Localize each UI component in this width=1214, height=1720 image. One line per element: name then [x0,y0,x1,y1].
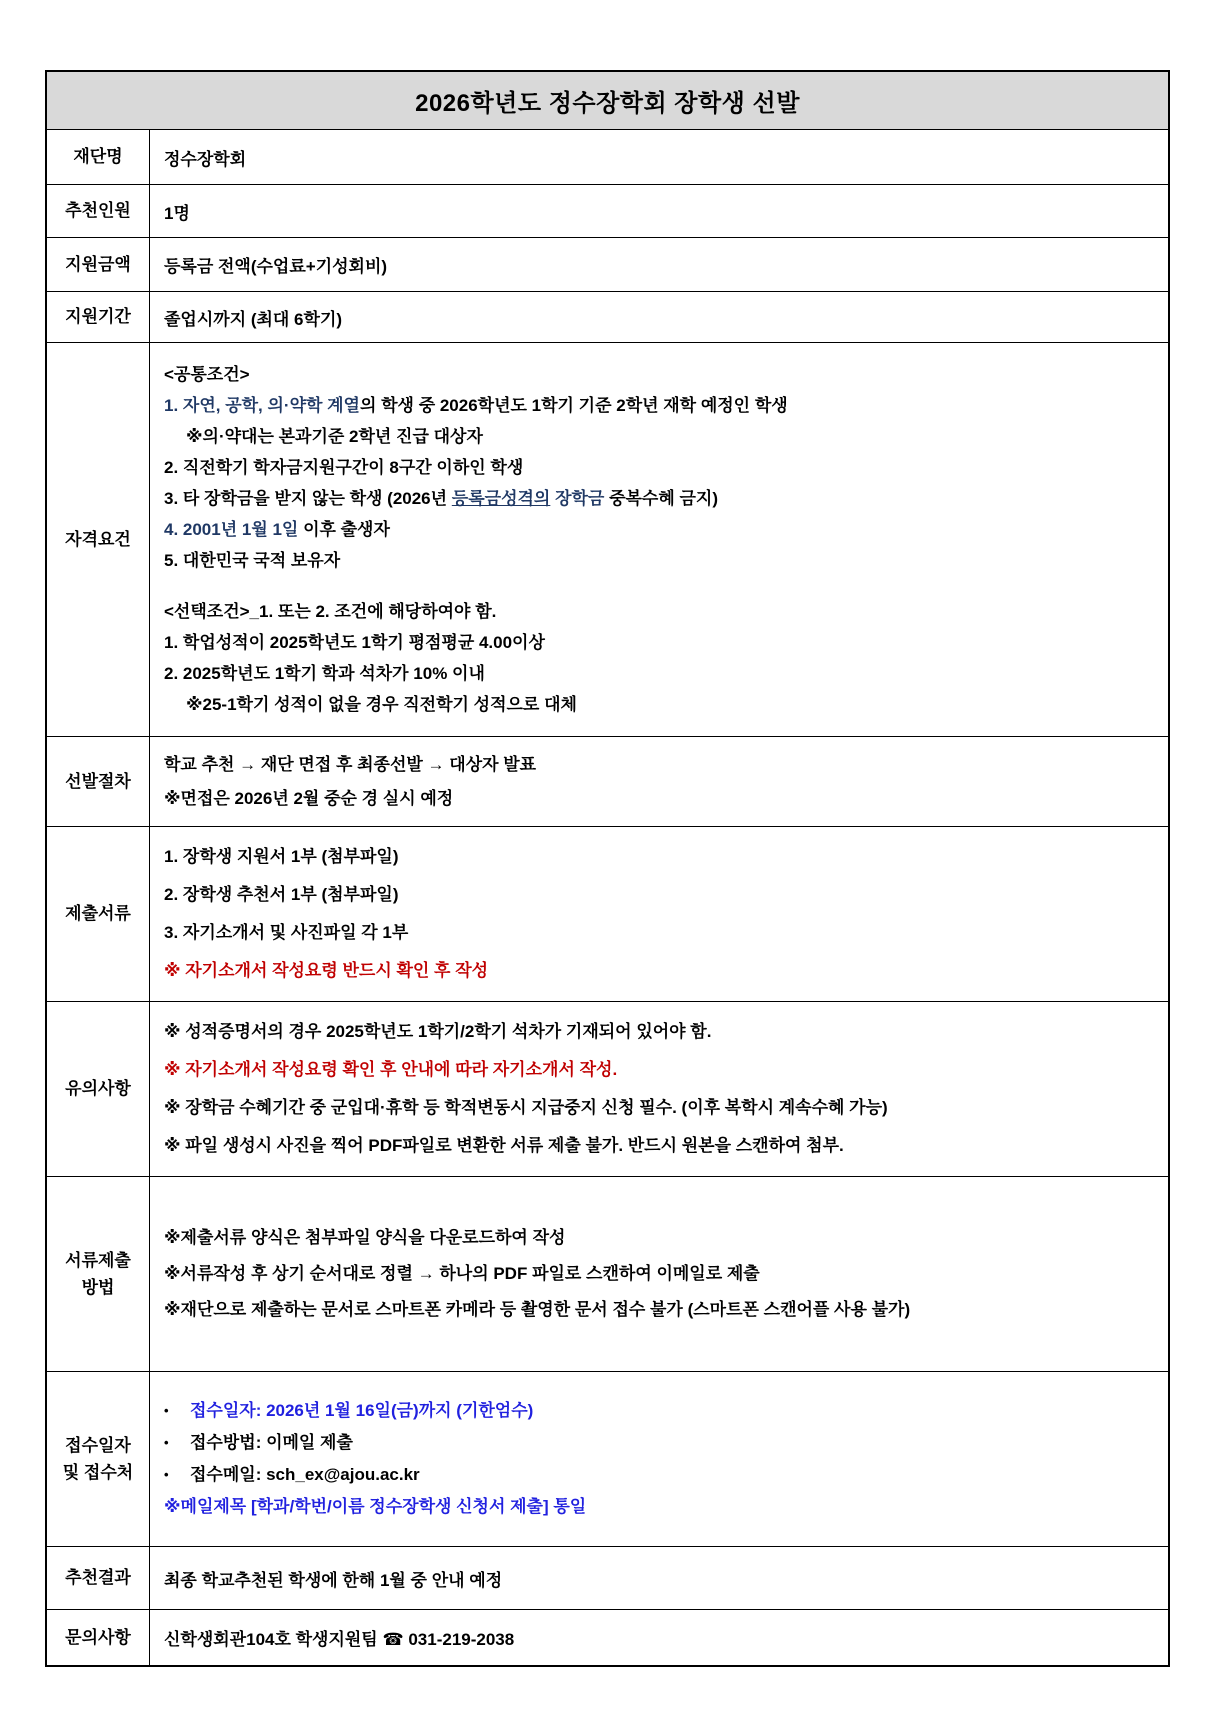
qual-common-3-highlight: 장학금 [550,489,605,508]
method-line-1: ※제출서류 양식은 첨부파일 양식을 다운로드하여 작성 [164,1228,566,1247]
page-title: 2026학년도 정수장학회 장학생 선발 [415,90,800,117]
notes-line-3: ※ 장학금 수혜기간 중 군입대·휴학 등 학적변동시 지급중지 신청 필수. (이후 복학시 계속수혜 가능) [164,1098,888,1117]
apply-line-1 [164,1395,1158,1427]
table-row-result [47,1547,1168,1610]
notes-line-1: ※ 성적증명서의 경우 2025학년도 1학기/2학기 석차가 기재되어 있어야 함. [164,1022,712,1041]
selection-line-2: ※면접은 2026년 2월 중순 경 실시 예정 [164,788,454,808]
row-label-documents: 제출서류 [47,827,150,1001]
row-label-application [47,1372,150,1546]
qual-optional-title: <선택조건>_1. 또는 2. 조건에 해당하여야 함. [164,602,497,621]
row-label-submission-method [47,1177,150,1371]
application-label-line-1: 접수일자 [65,1435,131,1455]
qual-optional-2: 2. 2025학년도 1학기 학과 석차가 10% 이내 [164,664,485,683]
table-row-notes [47,1002,1168,1177]
table-row-support-period [47,292,1168,343]
bullet-icon: • [164,1467,169,1482]
apply-method: 접수방법: 이메일 제출 [190,1433,353,1452]
recommend-count-value: 1명 [164,203,190,223]
documents-line-3: 3. 자기소개서 및 사진파일 각 1부 [164,923,409,942]
bullet-icon: • [164,1403,169,1418]
qual-common-4-rest: 이후 출생자 [298,520,390,539]
submission-method-label-line-1: 서류제출 [65,1250,131,1270]
support-period-value: 졸업시까지 (최대 6학기) [164,309,343,329]
qual-spacer [164,576,1158,596]
qual-common-title: <공통조건> [164,365,250,384]
table-row-documents [47,827,1168,1002]
qual-common-5: 5. 대한민국 국적 보유자 [164,551,341,570]
apply-line-3 [164,1459,1158,1491]
support-amount-value: 등록금 전액(수업료+기성회비) [164,257,388,276]
table-row-recommend-count [47,185,1168,238]
qual-common-1-note: ※의·약대는 본과기준 2학년 진급 대상자 [186,427,483,446]
table-row-inquiry [47,1610,1168,1665]
row-label-support-period: 지원기간 [47,292,150,342]
qual-common-3 [164,483,1158,514]
documents-line-4-warning: ※ 자기소개서 작성요령 반드시 확인 후 작성 [164,961,489,980]
application-label-line-2: 및 접수처 [62,1463,134,1482]
qual-common-4-highlight: 4. 2001년 1월 1일 [164,520,299,539]
table-row-selection-process [47,737,1168,827]
bullet-icon: • [164,1435,169,1450]
qual-common-3-post: 중복수혜 금지) [604,489,718,508]
row-label-recommend-count: 추천인원 [47,185,150,237]
scholarship-notice-table [45,70,1170,1667]
qual-common-4 [164,514,1158,545]
notes-line-2-warning: ※ 자기소개서 작성요령 확인 후 안내에 따라 자기소개서 작성. [164,1060,618,1079]
method-line-3: ※재단으로 제출하는 문서로 스마트폰 카메라 등 촬영한 문서 접수 불가 (스마트폰 스캔어플 사용 불가) [164,1300,911,1319]
qual-common-1 [164,390,1158,421]
qual-common-3-pre: 3. 타 장학금을 받지 않는 학생 (2026년 [164,489,452,508]
qual-optional-2-note: ※25-1학기 성적이 없을 경우 직전학기 성적으로 대체 [186,695,577,714]
inquiry-value: 신학생회관104호 학생지원팀 ☎ 031-219-2038 [164,1630,515,1649]
apply-line-4-mail-subject: ※메일제목 [학과/학번/이름 정수장학생 신청서 제출] 통일 [164,1497,587,1516]
apply-line-2 [164,1427,1158,1459]
row-label-result: 추천결과 [47,1547,150,1609]
qual-common-2: 2. 직전학기 학자금지원구간이 8구간 이하인 학생 [164,458,524,477]
method-line-2: ※서류작성 후 상기 순서대로 정렬 → 하나의 PDF 파일로 스캔하여 이메일로 제출 [164,1264,760,1283]
qual-common-3-underline: 등록금성격의 [451,489,551,508]
result-value: 최종 학교추천된 학생에 한해 1월 중 안내 예정 [164,1570,503,1590]
selection-line-1: 학교 추천 → 재단 면접 후 최종선발 → 대상자 발표 [164,754,537,774]
row-label-notes: 유의사항 [47,1002,150,1176]
apply-email: 접수메일: sch_ex@ajou.ac.kr [190,1465,420,1484]
apply-deadline: 접수일자: 2026년 1월 16일(금)까지 (기한엄수) [190,1401,534,1420]
foundation-value: 정수장학회 [164,149,247,169]
table-row-support-amount [47,238,1168,292]
table-row-application [47,1372,1168,1547]
title-row [47,72,1168,130]
row-label-qualifications: 자격요건 [47,343,150,736]
row-label-foundation: 재단명 [47,130,150,184]
table-row-foundation [47,130,1168,185]
documents-line-1: 1. 장학생 지원서 1부 (첨부파일) [164,847,399,866]
documents-line-2: 2. 장학생 추천서 1부 (첨부파일) [164,885,399,904]
row-label-inquiry: 문의사항 [47,1610,150,1665]
table-row-submission-method [47,1177,1168,1372]
row-label-selection-process: 선발절차 [47,737,150,826]
qual-optional-1: 1. 학업성적이 2025학년도 1학기 평점평균 4.00이상 [164,633,545,652]
table-row-qualifications [47,343,1168,737]
row-label-support-amount: 지원금액 [47,238,150,291]
qual-common-1-rest: 의 학생 중 2026학년도 1학기 기준 2학년 재학 예정인 학생 [359,396,788,415]
qual-common-1-highlight: 1. 자연, 공학, 의·약학 계열 [164,396,360,415]
submission-method-label-line-2: 방법 [81,1278,115,1297]
notes-line-4: ※ 파일 생성시 사진을 찍어 PDF파일로 변환한 서류 제출 불가. 반드시 원본을 스캔하여 첨부. [164,1136,844,1155]
